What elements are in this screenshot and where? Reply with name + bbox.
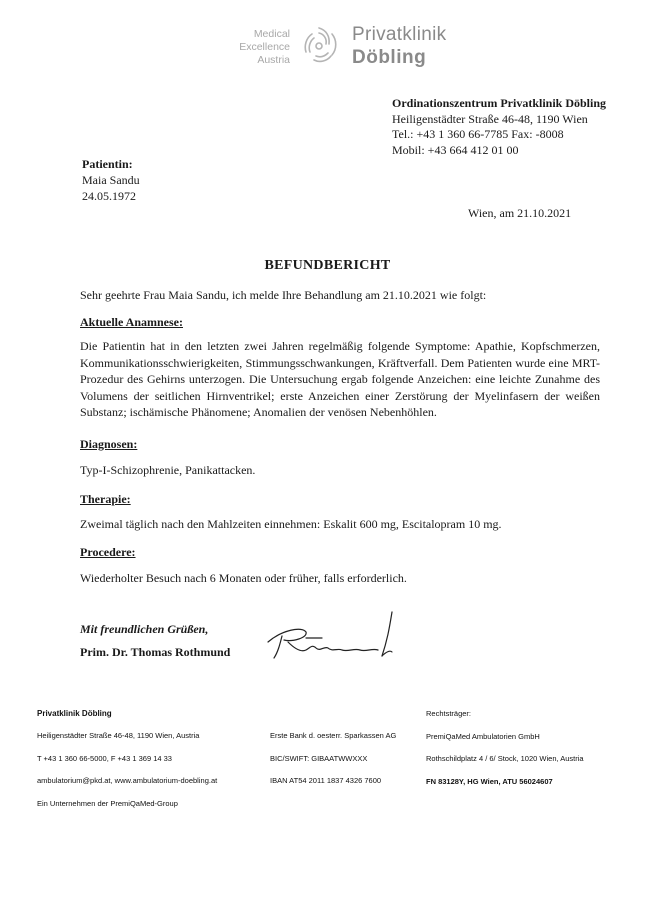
- procedere-text: Wiederholter Besuch nach 6 Monaten oder früher, falls erforderlich.: [80, 571, 407, 585]
- address-line: Mobil: +43 664 412 01 00: [392, 142, 519, 157]
- address-line: Ordinationszentrum Privatklinik Döbling: [392, 96, 607, 110]
- closing-greeting: Mit freundlichen Grüßen,: [80, 622, 209, 636]
- footer-brand: Privatklinik Döbling: [37, 709, 112, 718]
- footer-address-column: [37, 731, 217, 821]
- diagnosen-text: Typ-I-Schizophrenie, Panikattacken.: [80, 463, 256, 477]
- patient-name: Maia Sandu: [82, 173, 140, 187]
- signer-name: Prim. Dr. Thomas Rothmund: [80, 645, 231, 659]
- footer-line: Heiligenstädter Straße 46-48, 1190 Wien, Austria: [37, 731, 200, 740]
- logo-tagline-line: Medical: [253, 28, 290, 40]
- footer-line: T +43 1 360 66-5000, F +43 1 369 14 33: [37, 753, 172, 763]
- patient-label: Patientin:: [82, 157, 133, 171]
- footer-line: Erste Bank d. oesterr. Sparkassen AG: [270, 731, 397, 740]
- address-line: Tel.: +43 1 360 66-7785 Fax: -8008: [392, 127, 564, 141]
- footer-line: Rechtsträger:: [426, 709, 472, 718]
- letter-date: Wien, am 21.10.2021: [468, 206, 572, 220]
- logo-tagline: [220, 28, 290, 67]
- logo-tagline-line: Excellence: [239, 41, 290, 53]
- anamnese-heading: Aktuelle Anamnese:: [80, 315, 183, 329]
- patient-block: [82, 156, 140, 204]
- logo-name-line2: Döbling: [352, 47, 427, 68]
- footer-line: Rothschildplatz 4 / 6/ Stock, 1020 Wien, Austria: [426, 754, 584, 763]
- therapie-text: Zweimal täglich nach den Mahlzeiten einnehmen: Eskalit 600 mg, Escitalopram 10 mg.: [80, 517, 502, 531]
- closing-block: [80, 618, 230, 664]
- footer-line: BIC/SWIFT: GIBAATWWXXX: [270, 753, 368, 763]
- footer-line: IBAN AT54 2011 1837 4326 7600: [270, 776, 382, 785]
- handwritten-signature: [262, 608, 412, 668]
- procedere-heading: Procedere:: [80, 545, 136, 559]
- footer-line: Ein Unternehmen der PremiQaMed-Group: [37, 798, 178, 808]
- footer-legal-column: [426, 709, 584, 799]
- logo-name-line1: Privatklinik: [352, 24, 447, 45]
- logo-wordmark: [352, 24, 446, 70]
- salutation: Sehr geehrte Frau Maia Sandu, ich melde Ihre Behandlung am 21.10.2021 wie folgt:: [80, 288, 487, 302]
- anamnese-text: Die Patientin hat in den letzten zwei Jahren regelmäßig folgende Symptome: Apathie, Kopfschmerzen, Kommunikationsschwierigkeiten, Stimmungsschwankungen, Kräftverfall. Dem Patienten wurde eine MRT-Prozedur des Gehirns unterzogen. Die Untersuchung ergab folgende Anzeichen: eine leichte Zunahme des Volumens der seitlichen Hirnventrikel; erste Anzeichen einer Zerstörung der Myelinfasern der weißen Substanz; ischämische Phänomene; Anomalien der venösen Nebenhöhlen.: [80, 339, 600, 419]
- clinic-logo-icon: [296, 22, 342, 68]
- document-title: BEFUNDBERICHT: [264, 258, 391, 273]
- footer-line: FN 83128Y, HG Wien, ATU 56024607: [426, 776, 553, 786]
- footer-bank-column: [270, 731, 396, 799]
- address-line: Heiligenstädter Straße 46-48, 1190 Wien: [392, 111, 588, 126]
- logo-tagline-line: Austria: [257, 54, 290, 66]
- patient-dob: 24.05.1972: [82, 189, 136, 203]
- diagnosen-heading: Diagnosen:: [80, 437, 138, 451]
- therapie-heading: Therapie:: [80, 492, 131, 506]
- footer-line: ambulatorium@pkd.at, www.ambulatorium-doebling.at: [37, 776, 218, 785]
- footer-line: PremiQaMed Ambulatorien GmbH: [426, 731, 540, 741]
- sender-address: [392, 96, 606, 158]
